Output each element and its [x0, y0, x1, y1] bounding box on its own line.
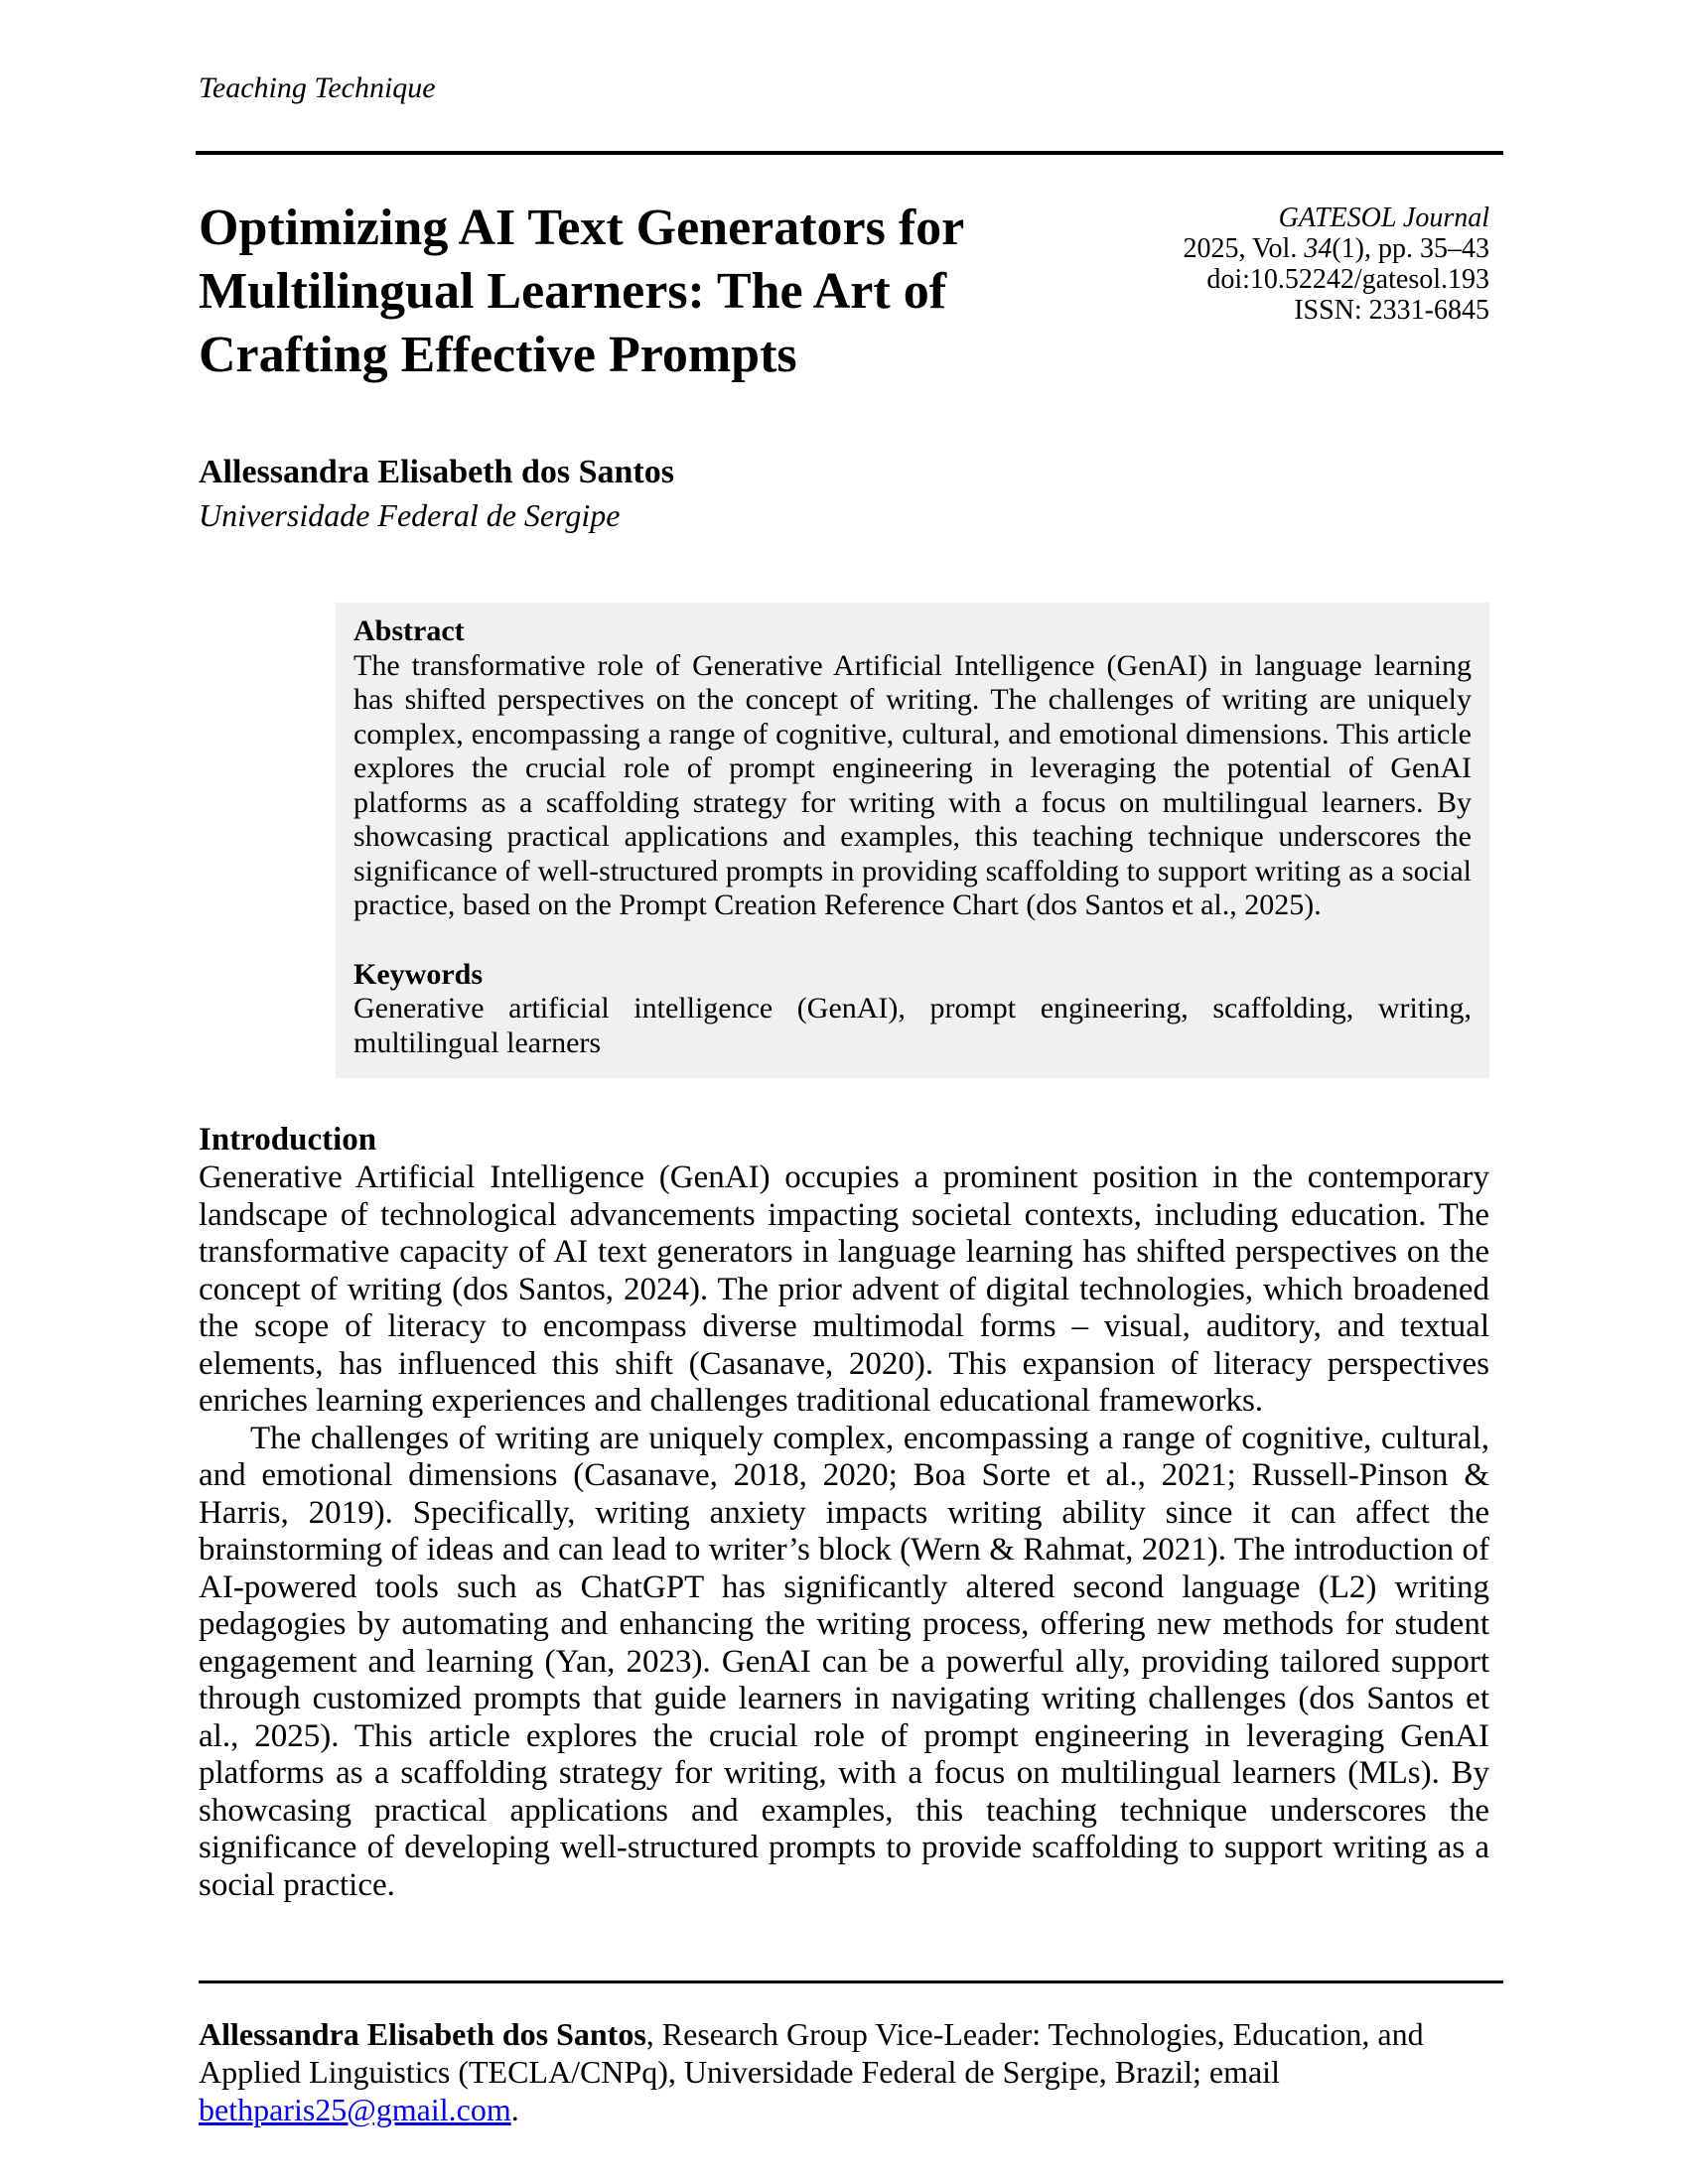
- journal-name: GATESOL Journal: [1278, 203, 1489, 233]
- journal-issn: ISSN: 2331-6845: [1294, 295, 1489, 326]
- title-header-row: [199, 197, 1489, 387]
- footnote-period: .: [510, 2092, 519, 2127]
- keywords-text: Generative artificial intelligence (GenAI), prompt engineering, scaffolding, writing, multilingual learners: [353, 992, 1472, 1059]
- introduction-paragraph-2: The challenges of writing are uniquely complex, encompassing a range of cognitive, cultural, and emotional dimensions (Casanave, 2018, 2020; Boa Sorte et al., 2021; Russell-Pinson & Harris, 2019). Specifically, writing anxiety impacts writing ability since it can affect the brainstorming of ideas and can lead to writer’s block (Wern & Rahmat, 2021). The introduction of AI-powered tools such as ChatGPT has significantly altered second language (L2) writing pedagogies by automating and enhancing the writing process, offering new methods for student engagement and learning (Yan, 2023). GenAI can be a powerful ally, providing tailored support through customized prompts that guide learners in navigating writing challenges (dos Santos et al., 2025). This article explores the crucial role of prompt engineering in leveraging GenAI platforms as a scaffolding strategy for writing, with a focus on multilingual learners (MLs). By showcasing practical applications and examples, this teaching technique underscores the significance of developing well-structured prompts to provide scaffolding to support writing as a social practice.: [199, 1420, 1489, 1903]
- article-title: Optimizing AI Text Generators for Multilingual Learners: The Art of Crafting Effective Prompts: [199, 200, 964, 383]
- introduction-heading: Introduction: [199, 1122, 377, 1158]
- journal-info-block: [1183, 197, 1489, 326]
- abstract-heading: Abstract: [353, 614, 465, 647]
- email-link[interactable]: bethparis25@gmail.com: [199, 2092, 511, 2127]
- author-block: [199, 453, 674, 534]
- journal-volume-number: 34: [1304, 233, 1333, 264]
- author-name: Allessandra Elisabeth dos Santos: [199, 454, 674, 490]
- journal-volume-line: 2025, Vol. 34(1), pp. 35–43: [1183, 233, 1489, 264]
- introduction-paragraph-1: Generative Artificial Intelligence (GenAI) occupies a prominent position in the contemporary landscape of technological advancements impacting societal contexts, including education. The transformative capacity of AI text generators in language learning has shifted perspectives on the concept of writing (dos Santos, 2024). The prior advent of digital technologies, which broadened the scope of literacy to encompass diverse multimodal forms – visual, auditory, and textual elements, has influenced this shift (Casanave, 2020). This expansion of literacy perspectives enriches learning experiences and challenges traditional educational frameworks.: [199, 1160, 1489, 1419]
- abstract-text: The transformative role of Generative Artificial Intelligence (GenAI) in language learning has shifted perspectives on the concept of writing. The challenges of writing are uniquely complex, encompassing a range of cognitive, cultural, and emotional dimensions. This article explores the crucial role of prompt engineering in leveraging the potential of GenAI platforms as a scaffolding strategy for writing with a focus on multilingual learners. By showcasing practical applications and examples, this teaching technique underscores the significance of well-structured prompts in providing scaffolding to support writing as a social practice, based on the Prompt Creation Reference Chart (dos Santos et al., 2025).: [353, 648, 1472, 921]
- abstract-box: [336, 603, 1489, 1078]
- keywords-heading: Keywords: [353, 957, 483, 991]
- journal-doi: doi:10.52242/gatesol.193: [1206, 264, 1489, 295]
- running-head: Teaching Technique: [199, 71, 436, 104]
- author-footnote: [199, 1980, 1503, 2128]
- footnote-author-name: Allessandra Elisabeth dos Santos: [199, 2016, 646, 2052]
- author-affiliation: Universidade Federal de Sergipe: [199, 497, 621, 533]
- introduction-section: [199, 1120, 1489, 1904]
- header-divider-rule: [196, 151, 1503, 155]
- footnote-text: , Research Group Vice-Leader: Technologies, Education, and Applied Linguistics (TECLA/CNPq), Universidade Federal de Sergipe, Brazil; email: [199, 2016, 1424, 2090]
